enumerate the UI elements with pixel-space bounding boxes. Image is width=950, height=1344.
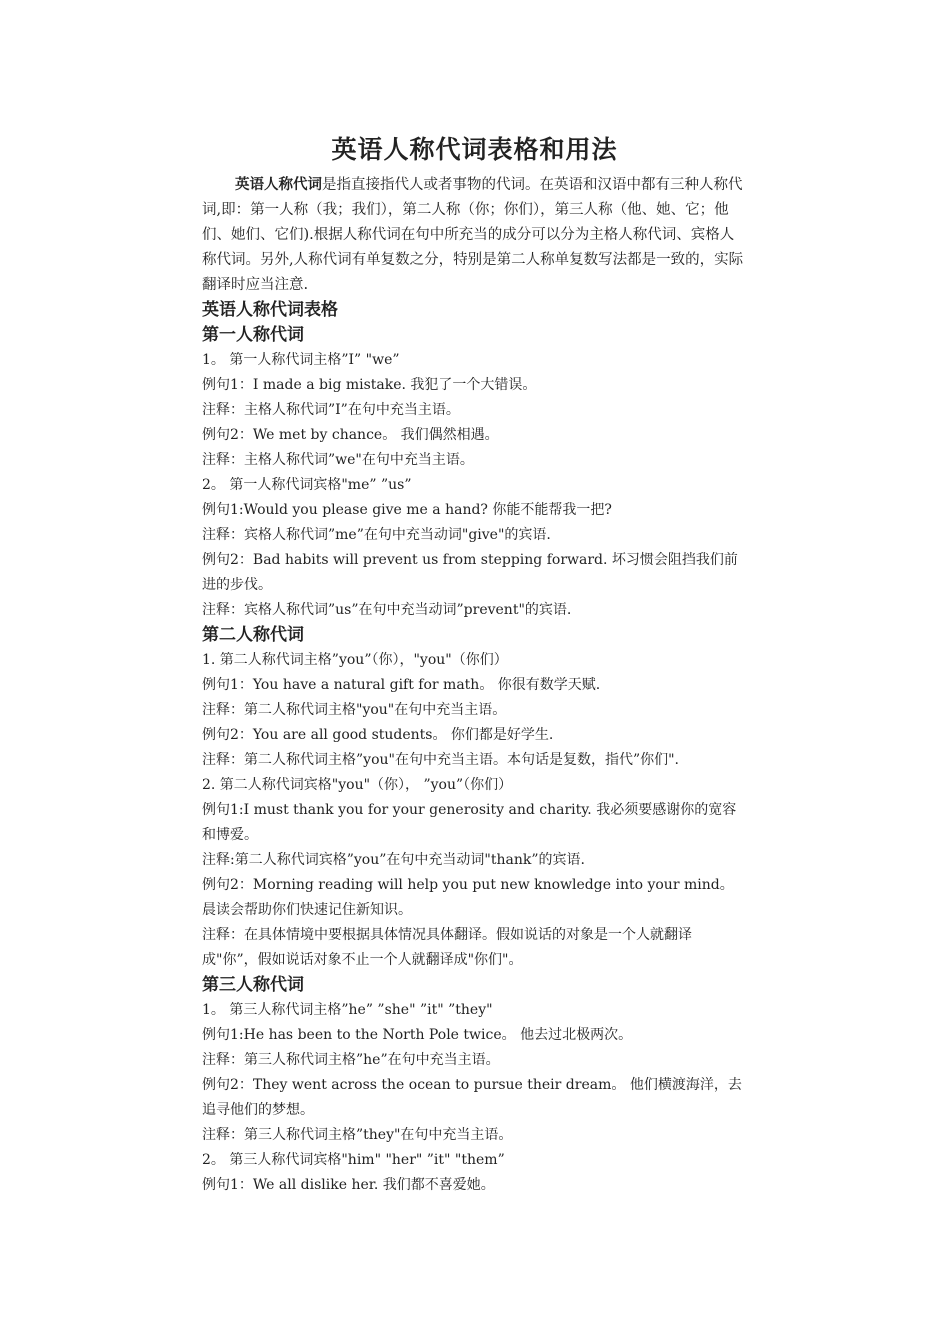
section-line: 例句2：We met by chance。 我们偶然相遇。 [202, 427, 499, 443]
sections-container [202, 323, 747, 1198]
section-line: 注释:第二人称代词宾格”you”在句中充当动词"thank”的宾语. [202, 852, 585, 868]
intro-text: 是指直接指代人或者事物的代词。在英语和汉语中都有三种人称代词,即：第一人称（我；我们），第二人称（你；你们），第三人称（他、她、它；他们、她们、它们).根据人称代词在句中所充当的成分可以分为主格人称代词、宾格人称代词。另外,人称代词有单复数之分，特别是第二人称单复数写法都是一致的，实际翻译时应当注意. [202, 177, 744, 293]
section-heading: 第一人称代词 [202, 325, 304, 345]
document-body [202, 130, 747, 1198]
section-line: 注释：第三人称代词主格”they"在句中充当主语。 [202, 1127, 513, 1143]
section-line: 例句1:Would you please give me a hand? 你能不能帮我一把? [202, 502, 612, 518]
section-heading: 第二人称代词 [202, 625, 304, 645]
page-title: 英语人称代词表格和用法 [331, 135, 618, 164]
section-line: 1。 第一人称代词主格”I” "we” [202, 352, 400, 368]
section-heading: 第三人称代词 [202, 975, 304, 995]
section-line: 注释：宾格人称代词”us”在句中充当动词”prevent"的宾语. [202, 602, 572, 618]
section-line: 注释：第二人称代词主格”you"在句中充当主语。本句话是复数，指代”你们". [202, 752, 679, 768]
section-line: 例句2：You are all good students。 你们都是好学生. [202, 727, 554, 743]
section-line: 例句2：Morning reading will help you put new knowledge into your mind。 晨读会帮助你们快速记住新知识。 [202, 877, 734, 918]
section-line: 2。 第三人称代词宾格"him" "her" ”it" "them” [202, 1152, 505, 1168]
section-line: 2. 第二人称代词宾格"you"（你）， ”you”（你们） [202, 777, 513, 793]
section-line: 例句1：You have a natural gift for math。 你很有数学天赋. [202, 677, 601, 693]
section-line: 1. 第二人称代词主格”you”（你），"you"（你们） [202, 652, 508, 668]
section-line: 例句1:I must thank you for your generosity and charity. 我必须要感谢你的宽容和博爱。 [202, 802, 737, 843]
section-line: 注释：第二人称代词主格"you"在句中充当主语。 [202, 702, 507, 718]
section-line: 注释：宾格人称代词”me”在句中充当动词"give"的宾语. [202, 527, 551, 543]
section-line: 1。 第三人称代词主格”he” ”she" ”it" ”they" [202, 1002, 493, 1018]
section-line: 例句2：They went across the ocean to pursue their dream。 他们横渡海洋，去追寻他们的梦想。 [202, 1077, 742, 1118]
intro-term: 英语人称代词 [235, 176, 322, 193]
table-heading: 英语人称代词表格 [202, 300, 338, 320]
section-line: 例句1：I made a big mistake. 我犯了一个大错误。 [202, 377, 537, 393]
section-line: 例句1：We all dislike her. 我们都不喜爱她。 [202, 1177, 495, 1193]
section-line: 注释：在具体情境中要根据具体情况具体翻译。假如说话的对象是一个人就翻译成"你”，假如说话对象不止一个人就翻译成"你们"。 [202, 927, 692, 968]
section-line: 例句1:He has been to the North Pole twice。 他去过北极两次。 [202, 1027, 633, 1043]
section-line: 注释：第三人称代词主格”he”在句中充当主语。 [202, 1052, 500, 1068]
section-line: 注释：主格人称代词”we"在句中充当主语。 [202, 452, 474, 468]
intro-paragraph [202, 172, 747, 298]
section-line: 例句2：Bad habits will prevent us from stepping forward. 坏习惯会阻挡我们前进的步伐。 [202, 552, 738, 593]
section-line: 2。 第一人称代词宾格"me” ”us” [202, 477, 412, 493]
section-line: 注释：主格人称代词”I”在句中充当主语。 [202, 402, 460, 418]
